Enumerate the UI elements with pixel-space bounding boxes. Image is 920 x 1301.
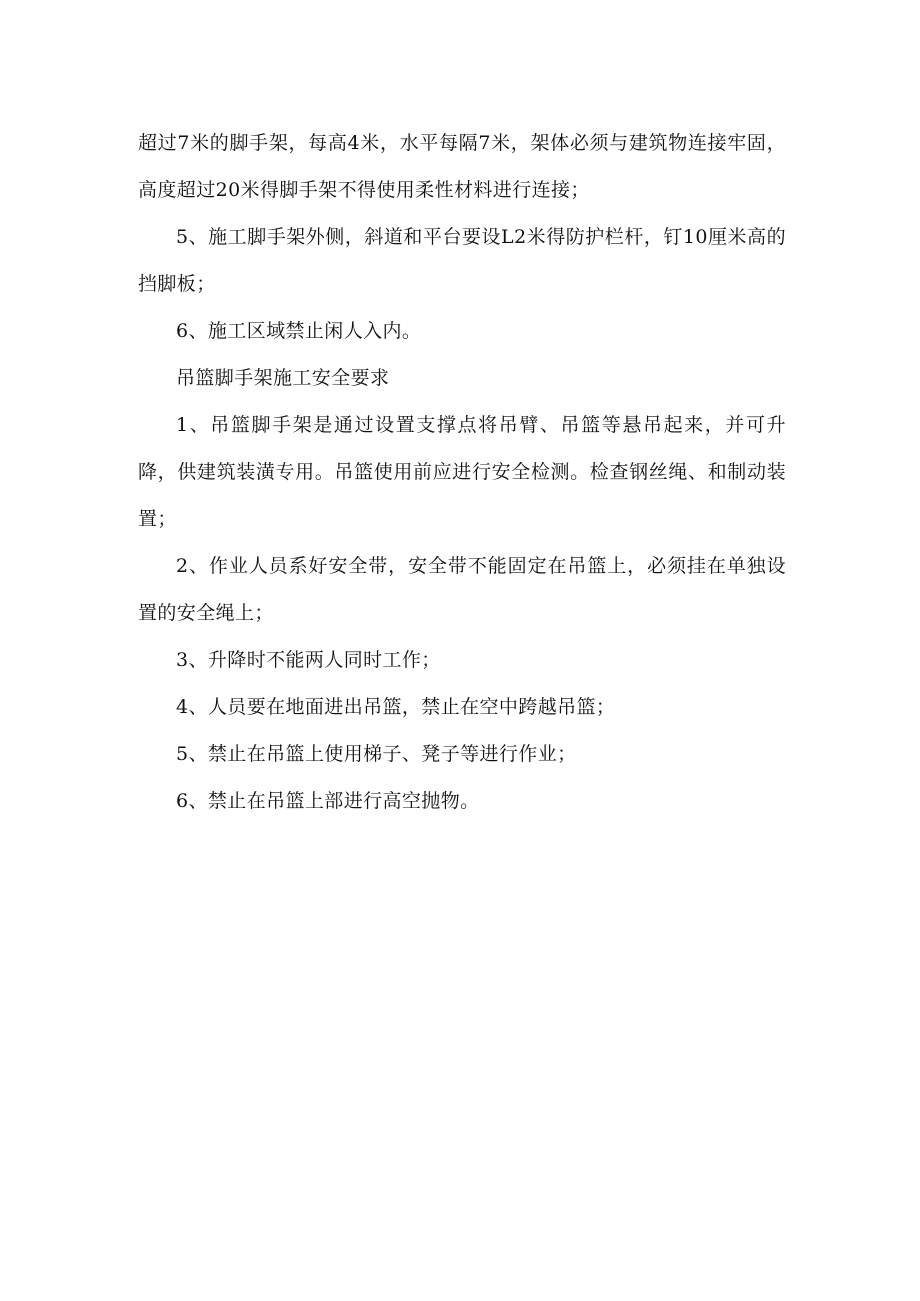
- section-heading: 吊篮脚手架施工安全要求: [176, 367, 390, 389]
- paragraph-restricted-area: 6、施工区域禁止闲人入内。: [176, 320, 422, 342]
- list-item: 4、人员要在地面进出吊篮，禁止在空中跨越吊篮；: [176, 696, 616, 718]
- list-item: 2、作业人员系好安全带，安全带不能固定在吊篮上，必须挂在单独设置的安全绳上；: [138, 555, 786, 624]
- list-item: 1、吊篮脚手架是通过设置支撑点将吊臂、吊篮等悬吊起来，并可升降，供建筑装潢专用。吊篮使用前应进行安全检测。检查钢丝绳、和制动装置；: [138, 414, 786, 530]
- list-item: 5、禁止在吊篮上使用梯子、凳子等进行作业；: [176, 743, 577, 765]
- paragraph-guardrail: 5、施工脚手架外侧，斜道和平台要设L2米得防护栏杆，钉10厘米高的挡脚板；: [138, 226, 786, 295]
- list-item: 6、禁止在吊篮上部进行高空抛物。: [176, 790, 480, 812]
- document-body: [138, 120, 786, 825]
- paragraph-scaffold-anchoring: 超过7米的脚手架，每高4米，水平每隔7米，架体必须与建筑物连接牢固，高度超过20米得脚手架不得使用柔性材料进行连接；: [138, 132, 786, 201]
- list-item: 3、升降时不能两人同时工作；: [176, 649, 441, 671]
